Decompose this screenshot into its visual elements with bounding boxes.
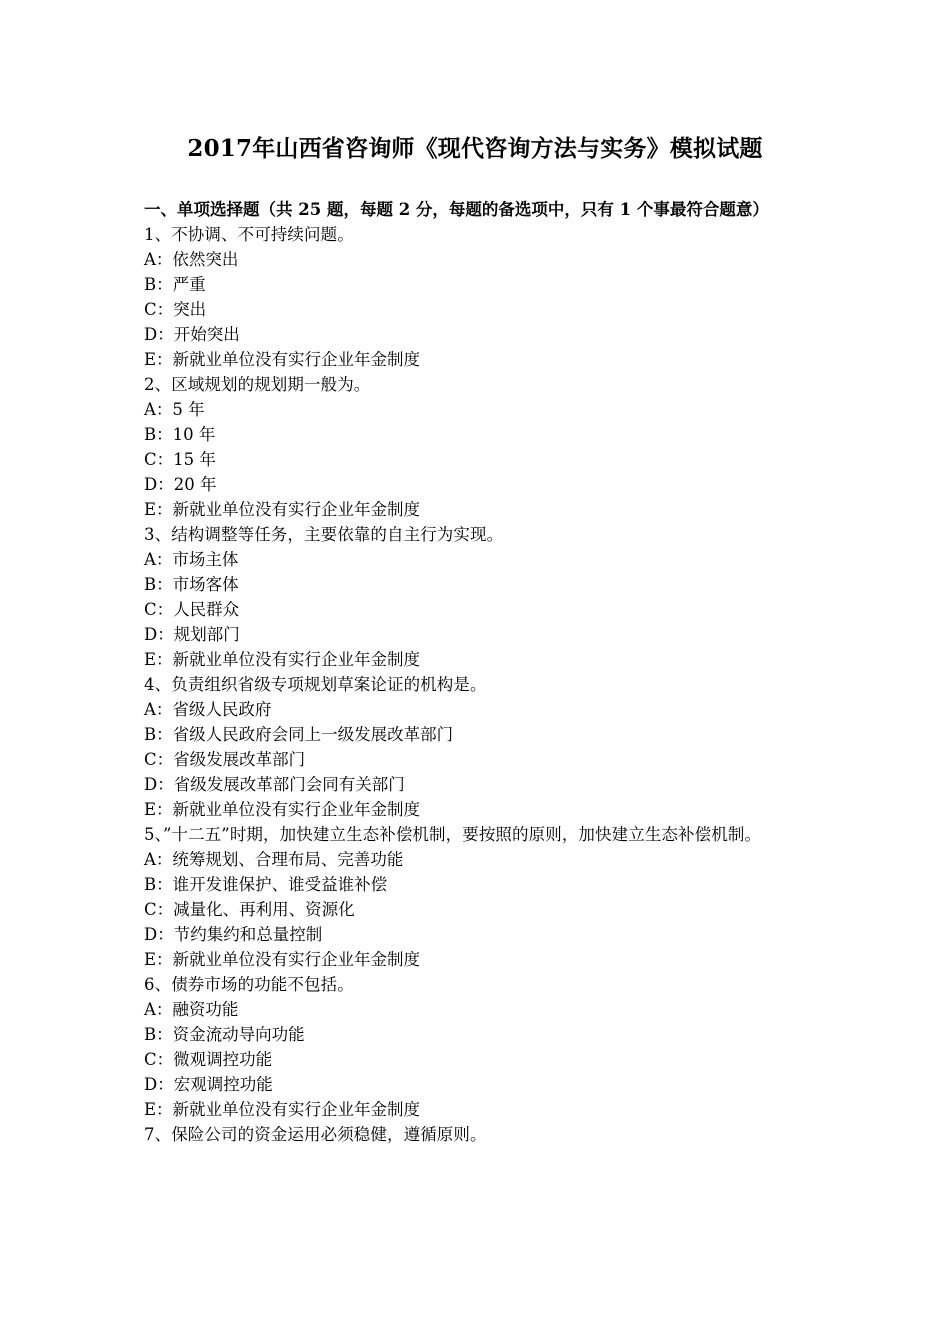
question-item [144, 1122, 820, 1147]
option-a: A：依然突出 [144, 250, 239, 269]
option-a: A：融资功能 [144, 1000, 239, 1019]
option-d: D：20 年 [144, 475, 217, 494]
question-item [144, 222, 820, 372]
option-d: D：省级发展改革部门会同有关部门 [144, 775, 405, 794]
option-a: A：省级人民政府 [144, 700, 272, 719]
option-list [144, 847, 820, 972]
question-text: 3、结构调整等任务，主要依靠的自主行为实现。 [144, 525, 504, 544]
section-heading: 一、单项选择题（共 25 题，每题 2 分，每题的备选项中，只有 1 个事最符合题意） [144, 200, 769, 219]
question-text: 6、债券市场的功能不包括。 [144, 975, 354, 994]
option-c: C：突出 [144, 300, 207, 319]
question-list [144, 222, 820, 1147]
option-c: C：人民群众 [144, 600, 240, 619]
option-list [144, 397, 820, 522]
document-body [144, 197, 820, 1147]
option-b: B：10 年 [144, 425, 216, 444]
option-b: B：市场客体 [144, 575, 239, 594]
option-e: E：新就业单位没有实行企业年金制度 [144, 650, 421, 669]
option-a: A：5 年 [144, 400, 205, 419]
question-text: 2、区域规划的规划期一般为。 [144, 375, 371, 394]
question-text: 4、负责组织省级专项规划草案论证的机构是。 [144, 675, 487, 694]
option-a: A：市场主体 [144, 550, 239, 569]
option-e: E：新就业单位没有实行企业年金制度 [144, 500, 421, 519]
option-a: A：统筹规划、合理布局、完善功能 [144, 850, 404, 869]
option-d: D：开始突出 [144, 325, 240, 344]
option-list [144, 547, 820, 672]
question-item [144, 372, 820, 522]
option-e: E：新就业单位没有实行企业年金制度 [144, 1100, 421, 1119]
question-text: 1、不协调、不可持续问题。 [144, 225, 354, 244]
option-d: D：宏观调控功能 [144, 1075, 273, 1094]
option-b: B：资金流动导向功能 [144, 1025, 305, 1044]
option-list [144, 997, 820, 1122]
question-text: 5、”十二五”时期，加快建立生态补偿机制，要按照的原则，加快建立生态补偿机制。 [144, 825, 762, 844]
option-e: E：新就业单位没有实行企业年金制度 [144, 950, 421, 969]
option-c: C：15 年 [144, 450, 216, 469]
option-list [144, 697, 820, 822]
option-e: E：新就业单位没有实行企业年金制度 [144, 800, 421, 819]
option-e: E：新就业单位没有实行企业年金制度 [144, 350, 421, 369]
option-c: C：减量化、再利用、资源化 [144, 900, 355, 919]
option-b: B：谁开发谁保护、谁受益谁补偿 [144, 875, 388, 894]
document-title: 2017年山西省咨询师《现代咨询方法与实务》模拟试题 [187, 135, 763, 163]
option-d: D：节约集约和总量控制 [144, 925, 323, 944]
option-b: B：严重 [144, 275, 206, 294]
option-c: C：微观调控功能 [144, 1050, 273, 1069]
question-item [144, 672, 820, 822]
option-d: D：规划部门 [144, 625, 240, 644]
question-text: 7、保险公司的资金运用必须稳健，遵循原则。 [144, 1125, 487, 1144]
option-b: B：省级人民政府会同上一级发展改革部门 [144, 725, 454, 744]
option-c: C：省级发展改革部门 [144, 750, 306, 769]
question-item [144, 522, 820, 672]
question-item [144, 972, 820, 1122]
question-item [144, 822, 820, 972]
option-list [144, 247, 820, 372]
